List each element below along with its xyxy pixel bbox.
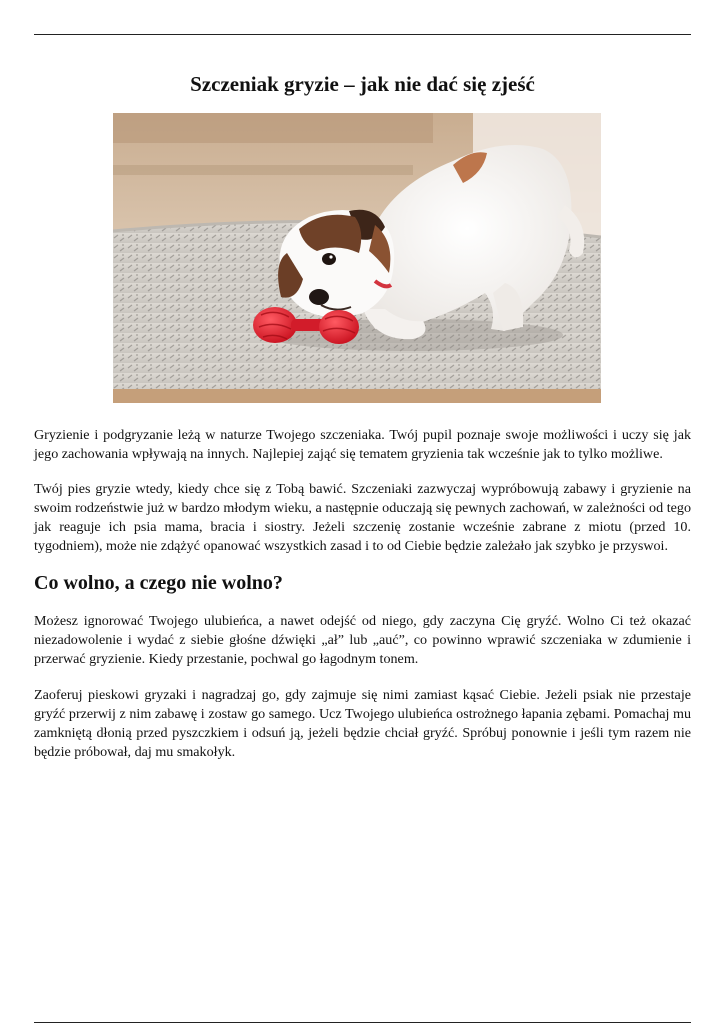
puppy-photo: [113, 113, 601, 403]
section-paragraph-2: Zaoferuj pieskowi gryzaki i nagradzaj go, gdy zajmuje się nimi zamiast kąsać Ciebie. Jeżeli psiak nie przestaje gryźć przerwij z nim zabawę i zostaw go samego. Ucz Twojego ulubieńca ostrożnego łapania zębami. Pomachaj mu zamkniętą dłonią przed pyszczkiem i odsuń ją, jeżeli będzie chciał gryźć. Spróbuj ponownie i jeśli tym razem nie będzie próbował, daj mu smakołyk.: [34, 687, 691, 760]
footer-rule: [34, 1022, 691, 1023]
section-heading: Co wolno, a czego nie wolno?: [34, 572, 283, 594]
intro-paragraph-1: Gryzienie i podgryzanie leżą w naturze Twojego szczeniaka. Twój pupil poznaje swoje możliwości i uczy się jak jego zachowania wpływają na innych. Najlepiej zająć się tematem gryzienia tak wcześnie jak to tylko możliwe.: [34, 427, 691, 462]
header-rule: [34, 34, 691, 35]
section-paragraph-1: Możesz ignorować Twojego ulubieńca, a nawet odejść od niego, gdy zaczyna Cię gryźć. Wolno Ci też okazać niezadowolenie i wydać z siebie głośne dźwięki „ał” lub „auć”, co powinno wprawić szczeniaka w zdumienie i przerwać gryzienie. Kiedy przestanie, pochwal go łagodnym tonem.: [34, 613, 691, 667]
article-title: Szczeniak gryzie – jak nie dać się zjeść: [190, 72, 535, 96]
intro-paragraph-2: Twój pies gryzie wtedy, kiedy chce się z Tobą bawić. Szczeniaki zazwyczaj wypróbowują zabawy i gryzienie na swoim rodzeństwie już w bardzo młodym wieku, a następnie oduczają się pewnych zachowań, w zależności od tego jak reaguje ich psia mama, bracia i siostry. Jeżeli szczenię zostanie wcześnie zabrane z miotu (przed 10. tygodniem), może nie zdążyć opanować wszystkich zasad i to od Ciebie będzie zależało jak szybko je przyswoi.: [34, 481, 691, 554]
